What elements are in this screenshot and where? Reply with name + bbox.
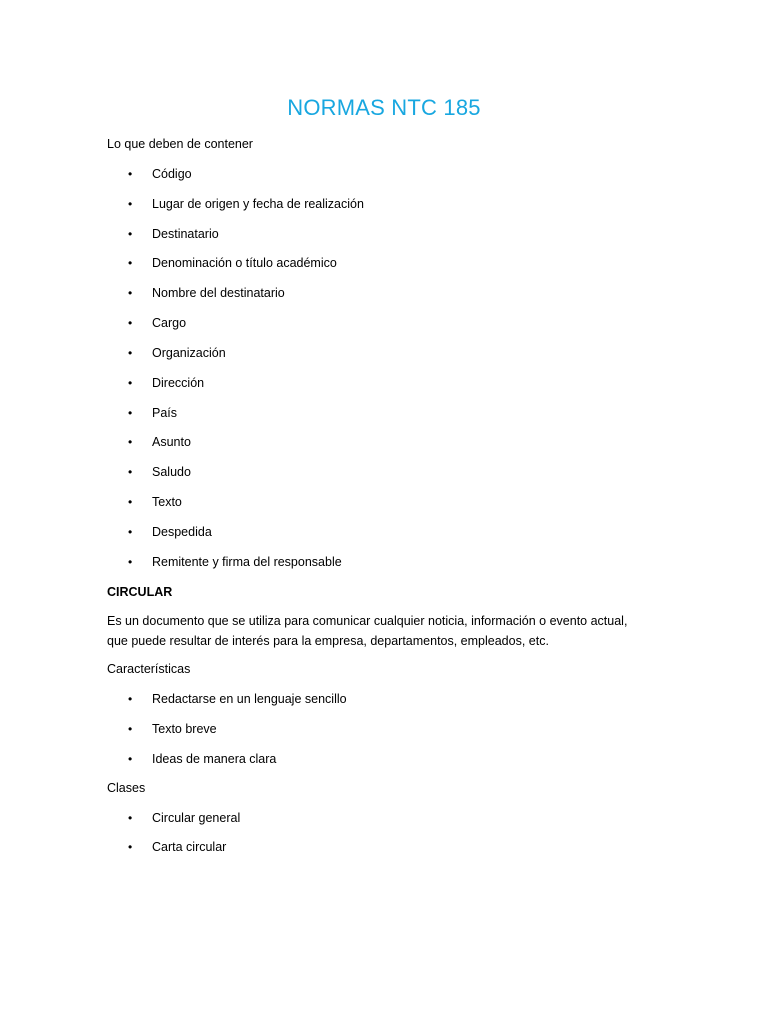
bullet-icon: • <box>128 752 133 766</box>
bullet-icon: • <box>128 256 133 270</box>
list-item-label: Redactarse en un lenguaje sencillo <box>152 692 347 706</box>
list-item-label: Saludo <box>152 465 191 479</box>
classes-heading: Clases <box>107 781 146 795</box>
list-item-label: Denominación o título académico <box>152 256 337 270</box>
list-item-label: Asunto <box>152 435 191 449</box>
list-item-label: Destinatario <box>152 227 219 241</box>
circular-description-line-1: Es un documento que se utiliza para comunicar cualquier noticia, información o evento actual, <box>107 614 628 628</box>
bullet-icon: • <box>128 692 133 706</box>
bullet-icon: • <box>128 227 133 241</box>
bullet-icon: • <box>128 197 133 211</box>
bullet-icon: • <box>128 811 133 825</box>
list-item-label: Dirección <box>152 376 205 390</box>
bullet-icon: • <box>128 376 133 390</box>
bullet-icon: • <box>128 286 133 300</box>
bullet-icon: • <box>128 406 133 420</box>
list-item-label: Nombre del destinatario <box>152 286 285 300</box>
list-item-label: Texto breve <box>152 722 217 736</box>
list-item-label: Texto <box>152 495 182 509</box>
document-title: NORMAS NTC 185 <box>287 95 481 120</box>
features-heading: Características <box>107 662 191 676</box>
bullet-icon: • <box>128 555 133 569</box>
intro-text: Lo que deben de contener <box>107 137 253 151</box>
circular-description-line-2: que puede resultar de interés para la empresa, departamentos, empleados, etc. <box>107 634 549 648</box>
list-item-label: País <box>152 406 178 420</box>
list-item-label: Código <box>152 167 192 181</box>
circular-heading: CIRCULAR <box>107 585 173 599</box>
list-item-label: Cargo <box>152 316 187 330</box>
list-item-label: Lugar de origen y fecha de realización <box>152 197 364 211</box>
bullet-icon: • <box>128 722 133 736</box>
bullet-icon: • <box>128 840 133 854</box>
bullet-icon: • <box>128 495 133 509</box>
list-item-label: Circular general <box>152 811 241 825</box>
bullet-icon: • <box>128 316 133 330</box>
bullet-icon: • <box>128 465 133 479</box>
bullet-icon: • <box>128 435 133 449</box>
list-item-label: Ideas de manera clara <box>152 752 277 766</box>
bullet-icon: • <box>128 346 133 360</box>
list-item-label: Organización <box>152 346 226 360</box>
list-item-label: Carta circular <box>152 840 227 854</box>
bullet-icon: • <box>128 167 133 181</box>
bullet-icon: • <box>128 525 133 539</box>
list-item-label: Remitente y firma del responsable <box>152 555 342 569</box>
list-item-label: Despedida <box>152 525 212 539</box>
